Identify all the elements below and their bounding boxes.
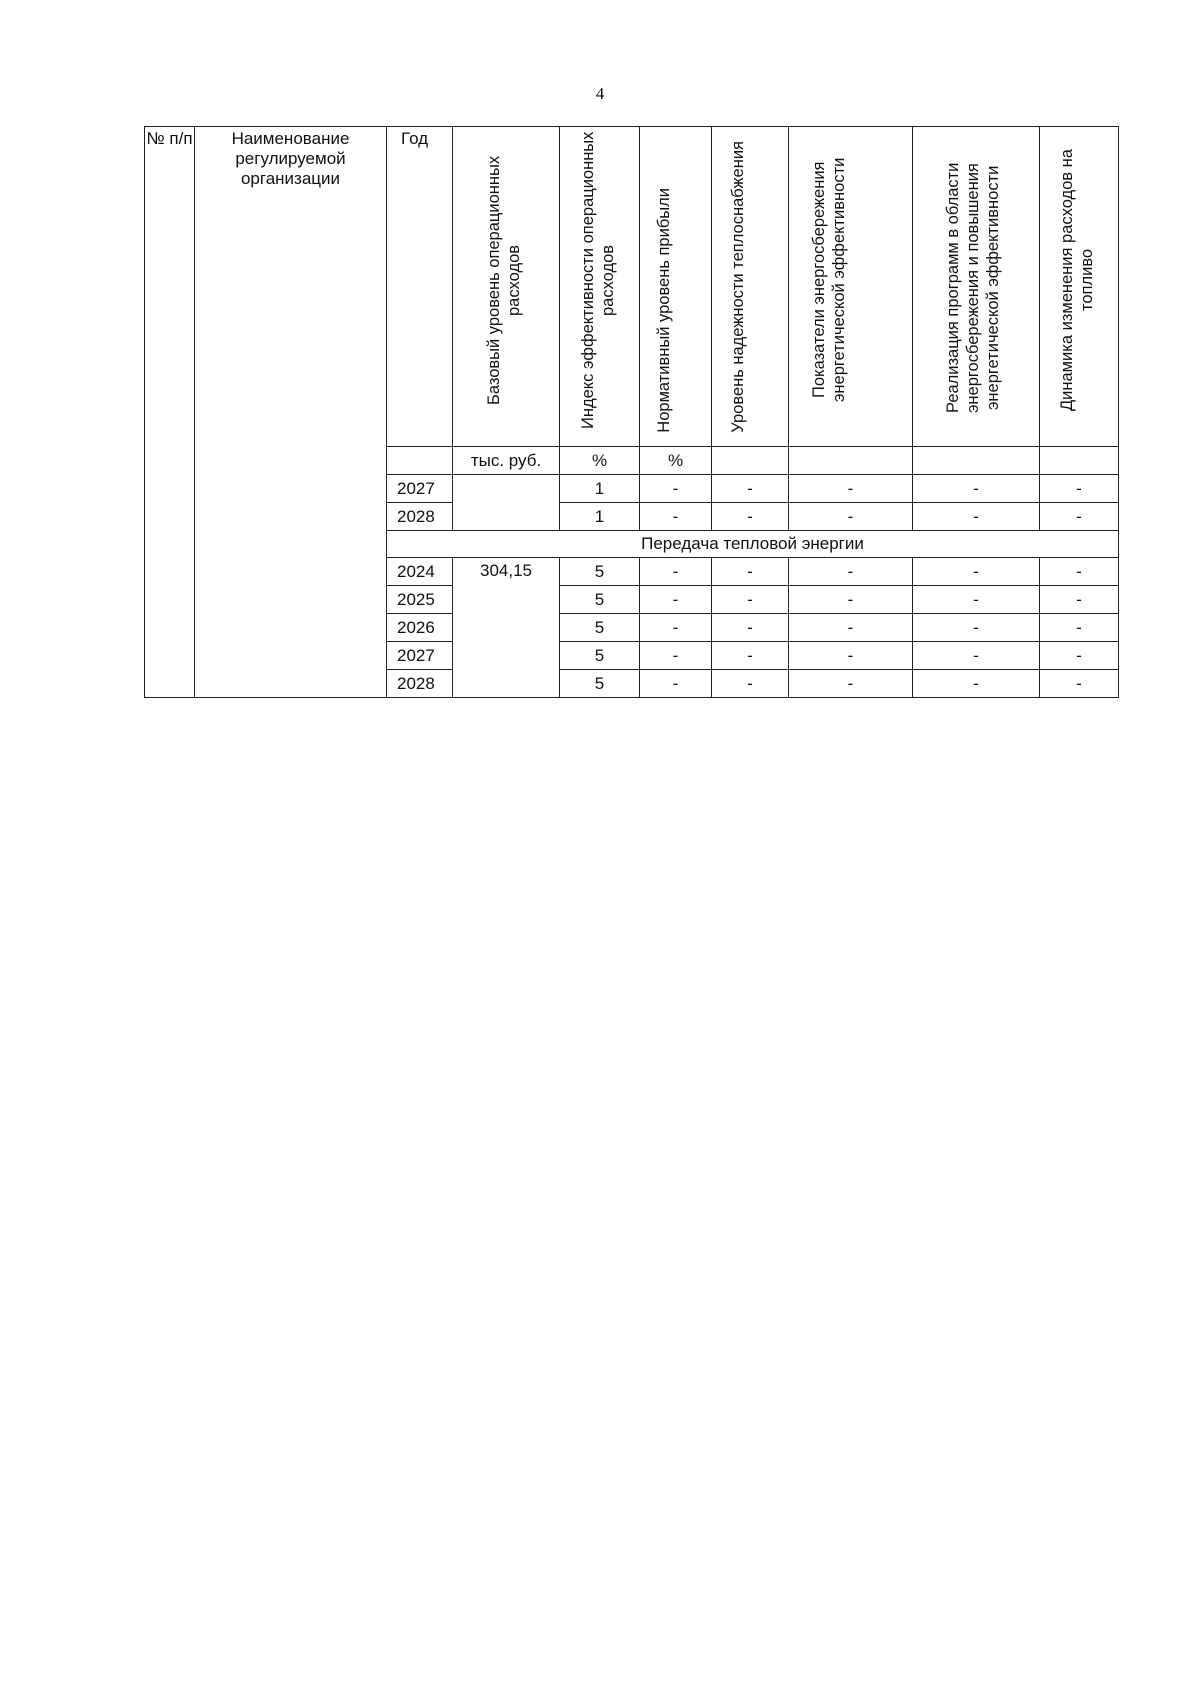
header-profit-level-text: Нормативный уровень прибыли <box>654 188 673 433</box>
programs-cell: - <box>913 558 1040 586</box>
year-cell: 2027 <box>387 475 453 503</box>
unit-energy-saving <box>789 447 913 475</box>
programs-cell: - <box>913 503 1040 531</box>
header-fuel-dynamics <box>1040 127 1119 447</box>
fuel-cell: - <box>1040 670 1119 698</box>
unit-year <box>387 447 453 475</box>
energy-cell: - <box>789 614 913 642</box>
energy-cell: - <box>789 558 913 586</box>
energy-cell: - <box>789 503 913 531</box>
profit-cell: - <box>640 503 712 531</box>
profit-cell: - <box>640 614 712 642</box>
year-cell: 2024 <box>387 558 453 586</box>
header-energy-saving-text: Показатели энергосбережения энергетической эффективности <box>809 157 848 403</box>
header-num: № п/п <box>145 127 195 698</box>
unit-profit-level: % <box>640 447 712 475</box>
profit-cell: - <box>640 670 712 698</box>
energy-cell: - <box>789 642 913 670</box>
header-efficiency-index <box>560 127 640 447</box>
programs-cell: - <box>913 670 1040 698</box>
section-title: Передача тепловой энергии <box>387 531 1119 558</box>
fuel-cell: - <box>1040 558 1119 586</box>
index-cell: 1 <box>560 503 640 531</box>
header-programs-text: Реализация программ в области энергосбережения и повышения энергетической эффективности <box>944 162 1002 414</box>
profit-cell: - <box>640 586 712 614</box>
index-cell: 5 <box>560 670 640 698</box>
index-cell: 1 <box>560 475 640 503</box>
header-organization: Наименование регулируемой организации <box>195 127 387 698</box>
header-year: Год <box>387 127 453 447</box>
unit-base-opex: тыс. руб. <box>453 447 560 475</box>
header-row <box>145 127 1119 447</box>
programs-cell: - <box>913 642 1040 670</box>
reliability-cell: - <box>712 503 789 531</box>
reliability-cell: - <box>712 642 789 670</box>
profit-cell: - <box>640 558 712 586</box>
year-cell: 2027 <box>387 642 453 670</box>
year-cell: 2028 <box>387 503 453 531</box>
programs-cell: - <box>913 614 1040 642</box>
unit-reliability <box>712 447 789 475</box>
header-reliability <box>712 127 789 447</box>
energy-cell: - <box>789 670 913 698</box>
base-opex-cell <box>453 475 560 531</box>
reliability-cell: - <box>712 558 789 586</box>
fuel-cell: - <box>1040 586 1119 614</box>
year-cell: 2026 <box>387 614 453 642</box>
reliability-cell: - <box>712 670 789 698</box>
fuel-cell: - <box>1040 475 1119 503</box>
fuel-cell: - <box>1040 614 1119 642</box>
page-number: 4 <box>595 84 605 103</box>
index-cell: 5 <box>560 558 640 586</box>
fuel-cell: - <box>1040 503 1119 531</box>
unit-fuel-dynamics <box>1040 447 1119 475</box>
profit-cell: - <box>640 642 712 670</box>
reliability-cell: - <box>712 475 789 503</box>
header-base-opex-text: Базовый уровень операционных расходов <box>485 155 523 405</box>
header-efficiency-index-text: Индекс эффективности операционных расходов <box>578 131 617 429</box>
profit-cell: - <box>640 475 712 503</box>
header-programs <box>913 127 1040 447</box>
header-fuel-dynamics-text: Динамика изменения расходов на топливо <box>1058 149 1096 411</box>
regulation-parameters-table <box>144 126 1119 698</box>
header-energy-saving <box>789 127 913 447</box>
programs-cell: - <box>913 475 1040 503</box>
energy-cell: - <box>789 475 913 503</box>
year-cell: 2028 <box>387 670 453 698</box>
unit-efficiency-index: % <box>560 447 640 475</box>
year-cell: 2025 <box>387 586 453 614</box>
index-cell: 5 <box>560 586 640 614</box>
header-reliability-text: Уровень надежности теплоснабжения <box>729 141 747 433</box>
programs-cell: - <box>913 586 1040 614</box>
reliability-cell: - <box>712 614 789 642</box>
energy-cell: - <box>789 586 913 614</box>
base-opex-cell: 304,15 <box>453 558 560 698</box>
header-base-opex <box>453 127 560 447</box>
fuel-cell: - <box>1040 642 1119 670</box>
reliability-cell: - <box>712 586 789 614</box>
unit-programs <box>913 447 1040 475</box>
index-cell: 5 <box>560 642 640 670</box>
index-cell: 5 <box>560 614 640 642</box>
header-profit-level <box>640 127 712 447</box>
